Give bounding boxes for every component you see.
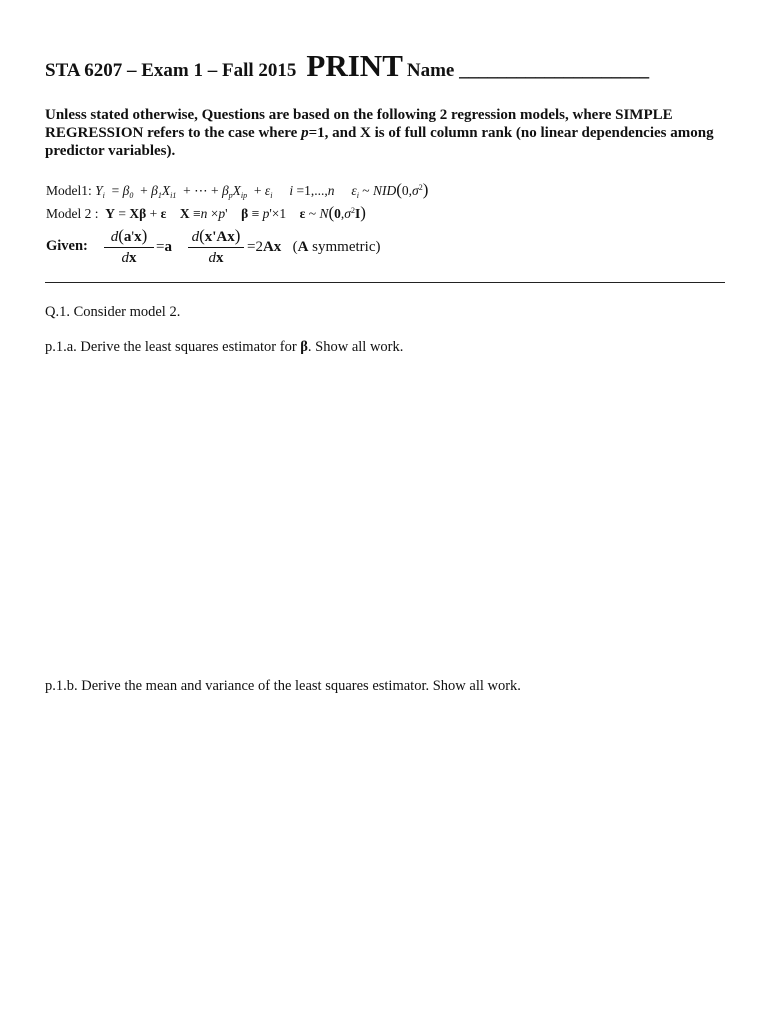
name-field-label: Name ____________________ — [406, 60, 650, 81]
model-2-formula: Y = Xβ + ε X ≡n ×p' β ≡ p'×1 ε ~ $N(0,\sigma^2I)$ — [105, 203, 366, 222]
model-2-label: Model 2 : — [46, 206, 99, 221]
model-1-equation — [46, 180, 428, 200]
intro-text-1: Unless stated otherwise, Questions are based on the following 2 regression models, where SIMPLE REGRESSION refers to the case where — [45, 107, 673, 141]
equals-2ax: =2Ax (A symmetric) — [247, 239, 381, 255]
equals-a: =a — [156, 239, 172, 255]
instructions-paragraph — [45, 106, 735, 160]
part-1a — [45, 339, 403, 356]
intro-p-variable: p — [301, 125, 309, 141]
model-1-label: Model1: — [46, 183, 92, 198]
derivative-ax-fraction: $\frac{d(a'x)}{dx}$ — [104, 226, 154, 267]
part-1b: p.1.b. Derive the mean and variance of the least squares estimator. Show all work. — [45, 678, 521, 694]
question-1: Q.1. Consider model 2. — [45, 304, 181, 320]
derivative-xax-fraction: $\frac{d(x'Ax)}{dx}$ — [188, 226, 244, 267]
symmetric-note: symmetric) — [312, 239, 381, 255]
course-exam-title: STA 6207 – Exam 1 – Fall 2015 — [45, 60, 297, 81]
exam-title — [45, 48, 649, 84]
intro-text-2: =1, and X is of full column rank (no linear dependencies among predictor variables). — [45, 125, 714, 159]
print-label: PRINT — [306, 48, 403, 83]
model-2-equation — [46, 203, 366, 223]
given-label: Given: — [46, 238, 88, 254]
beta-symbol: β — [300, 339, 308, 355]
part-1a-tail: . Show all work. — [307, 339, 404, 355]
horizontal-divider — [45, 282, 725, 283]
part-1a-text: p.1.a. Derive the least squares estimator for — [45, 339, 301, 355]
model-1-formula: $Y_i = \beta_0 + \beta_1X_{i1}$ + ⋯ + $\beta_pX_{ip} + \varepsilon_i$ i =1,...,n $\varepsilon_i$ ~ $NID(0,\sigma^2)$ — [95, 180, 429, 200]
